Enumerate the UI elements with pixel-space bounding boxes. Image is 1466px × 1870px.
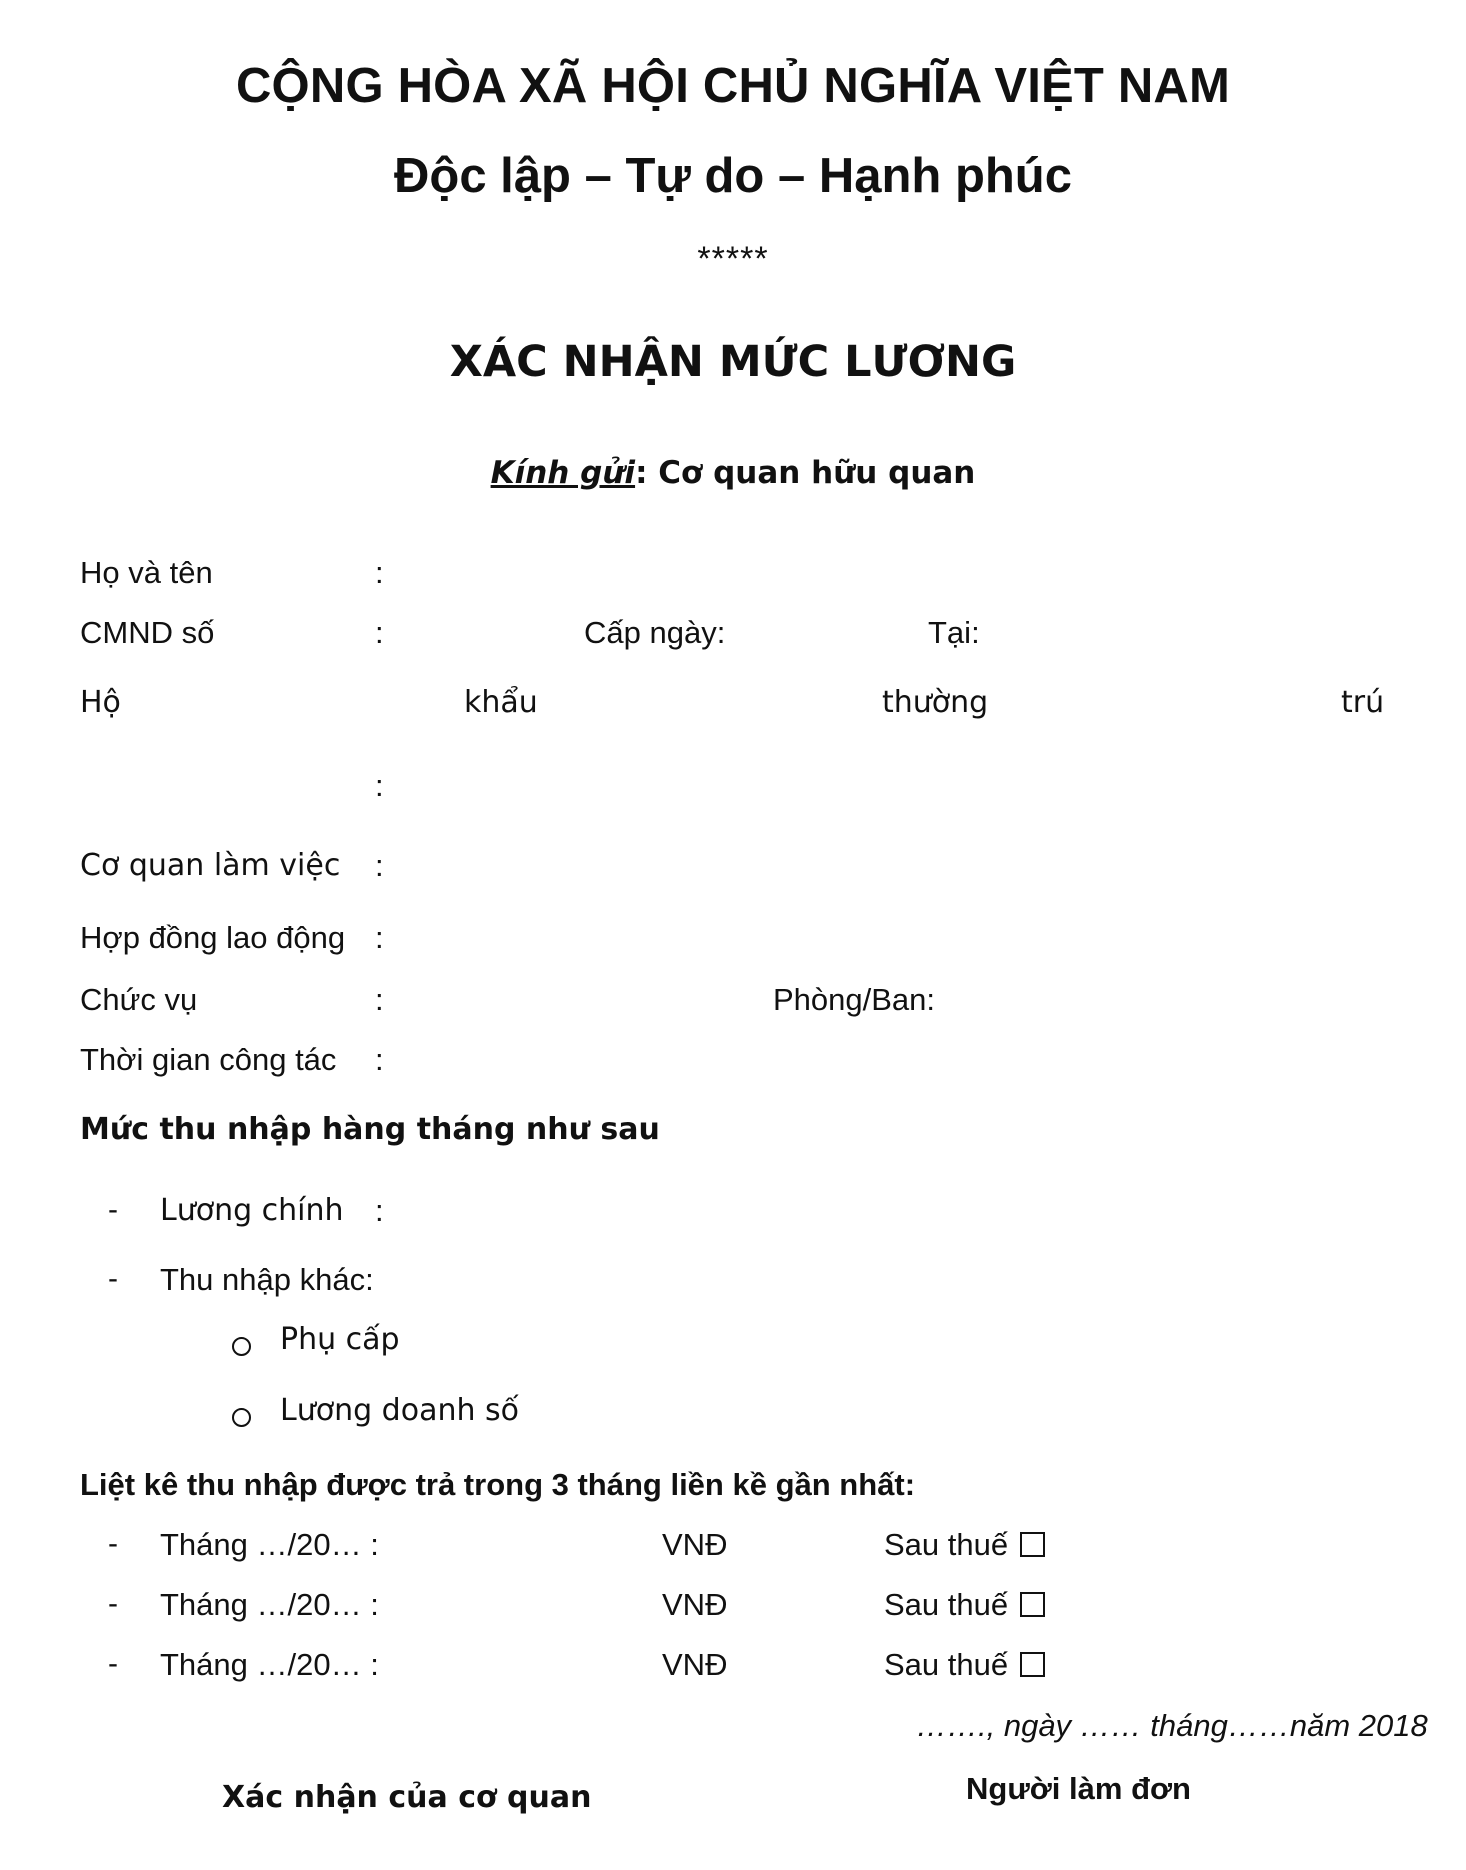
id-label: CMND số	[80, 615, 215, 650]
id-colon: :	[375, 615, 384, 650]
residence-colon: :	[375, 768, 384, 803]
recipient-label: Kính gửi	[490, 455, 636, 491]
residence-word-4: trú	[1341, 685, 1385, 720]
workplace-label: Cơ quan làm việc	[80, 848, 341, 883]
contract-colon: :	[375, 920, 384, 955]
name-colon: :	[375, 555, 384, 590]
bullet-dash: -	[108, 1527, 118, 1560]
residence-word-1: Hộ	[80, 685, 121, 720]
contract-label: Hợp đồng lao động	[80, 920, 346, 955]
position-label: Chức vụ	[80, 982, 198, 1017]
department-label: Phòng/Ban:	[773, 982, 936, 1017]
checkbox-icon[interactable]	[1020, 1532, 1045, 1557]
bullet-dash: -	[108, 1647, 118, 1680]
history-row-tax	[884, 1527, 1045, 1563]
history-row-currency: VNĐ	[662, 1587, 728, 1622]
tax-label: Sau thuế	[884, 1647, 1009, 1682]
history-row-tax	[884, 1587, 1045, 1623]
residence-word-3: thường	[882, 685, 989, 720]
national-title: CỘNG HÒA XÃ HỘI CHỦ NGHĨA VIỆT NAM	[235, 59, 1231, 113]
tax-label: Sau thuế	[884, 1527, 1009, 1562]
history-row-month: Tháng …/20… :	[160, 1647, 379, 1682]
tenure-label: Thời gian công tác	[80, 1042, 337, 1077]
stars-divider: *****	[697, 240, 769, 278]
history-row-month: Tháng …/20… :	[160, 1587, 379, 1622]
sub-item-sales-salary: Lương doanh số	[280, 1393, 520, 1428]
recipient-value: : Cơ quan hữu quan	[635, 455, 976, 491]
residence-word-2: khẩu	[464, 685, 538, 720]
issue-date-label: Cấp ngày:	[584, 615, 726, 650]
tenure-colon: :	[375, 1042, 384, 1077]
applicant-label: Người làm đơn	[966, 1771, 1191, 1806]
main-salary-colon: :	[375, 1193, 384, 1228]
name-label: Họ và tên	[80, 555, 213, 590]
motto: Độc lập – Tự do – Hạnh phúc	[394, 149, 1072, 203]
sub-item-allowance: Phụ cấp	[280, 1322, 400, 1357]
tax-label: Sau thuế	[884, 1587, 1009, 1622]
bullet-dash: -	[108, 1262, 118, 1295]
issue-place-label: Tại:	[928, 615, 980, 650]
workplace-colon: :	[375, 848, 384, 883]
history-row-currency: VNĐ	[662, 1527, 728, 1562]
circle-bullet-icon	[232, 1408, 251, 1427]
main-salary-label: Lương chính	[160, 1193, 344, 1228]
bullet-dash: -	[108, 1587, 118, 1620]
bullet-dash: -	[108, 1193, 118, 1226]
history-heading: Liệt kê thu nhập được trả trong 3 tháng liền kề gần nhất:	[80, 1467, 916, 1502]
history-row-tax	[884, 1647, 1045, 1683]
position-colon: :	[375, 982, 384, 1017]
circle-bullet-icon	[232, 1337, 251, 1356]
checkbox-icon[interactable]	[1020, 1652, 1045, 1677]
checkbox-icon[interactable]	[1020, 1592, 1045, 1617]
date-line: ……., ngày …… tháng……năm 2018	[916, 1708, 1428, 1743]
document-title: XÁC NHẬN MỨC LƯƠNG	[449, 337, 1017, 387]
history-row-month: Tháng …/20… :	[160, 1527, 379, 1562]
history-row-currency: VNĐ	[662, 1647, 728, 1682]
income-heading: Mức thu nhập hàng tháng như sau	[80, 1112, 660, 1147]
org-confirmation-label: Xác nhận của cơ quan	[222, 1780, 592, 1815]
recipient-line	[0, 455, 1466, 491]
other-income-label: Thu nhập khác:	[160, 1262, 374, 1297]
